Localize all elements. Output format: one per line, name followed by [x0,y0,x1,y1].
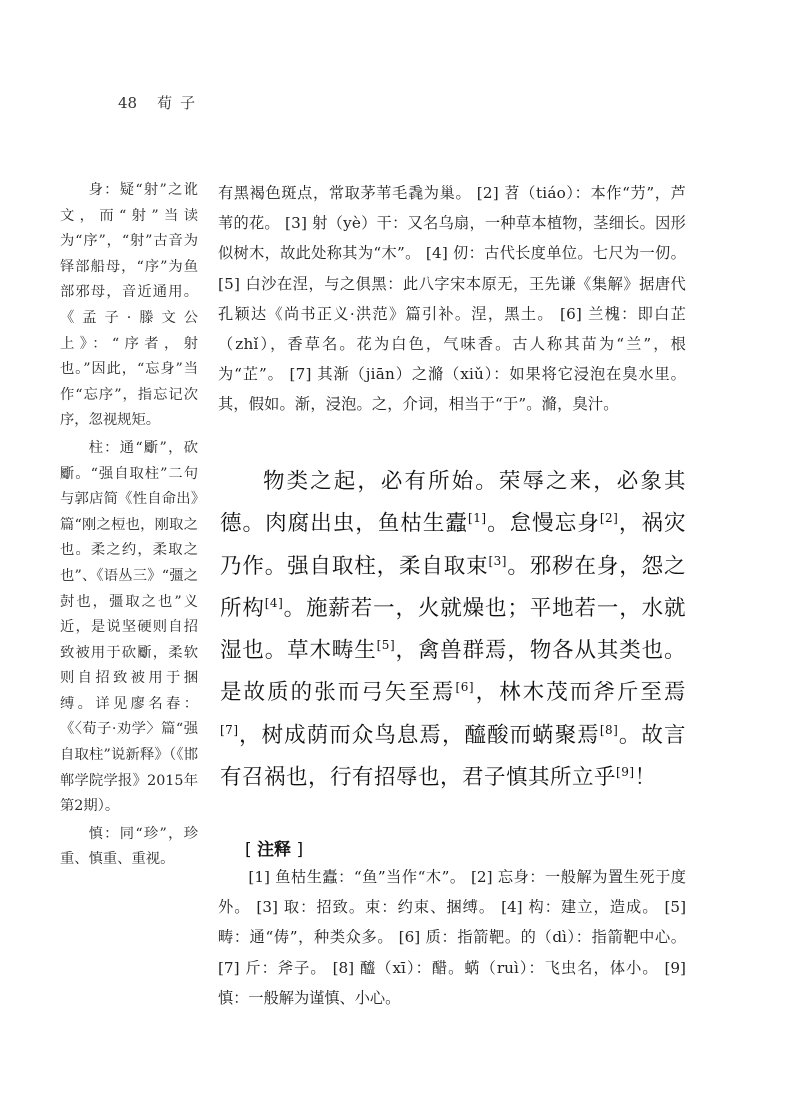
book-title: 荀子 [157,94,204,112]
passage-segment: ，树成荫而众鸟息焉，醯酸而蜹聚焉 [238,722,600,748]
passage-segment: ！ [634,765,657,791]
main-paragraph [220,461,686,799]
main-passage [220,461,686,799]
passage-segment: ，祸灾乃作。强自取柱，柔自取束 [220,511,686,579]
notes-heading-label: 注释 [257,840,292,860]
footnote-marker: [6] [455,680,475,695]
continued-notes-text: 有黑褐色斑点，常取茅苇毛毳为巢。 [2] 苕（tiáo）：本作“芀”，芦苇的花。 [3] 射（yè）干：又名乌扇，一种草本植物，茎细长。因形似树木，故此处称其为“木”。 [4] 仞：古代长度单位。七尺为一仞。 [5] 白沙在涅，与之俱黑：此八字宋本原无，王先谦《集解》据唐代孔颖达《尚书正义·洪范》篇引补。涅，黑土。 [6] 兰槐：即白芷（zhǐ），香草名。花为白色，气味香。古人称其苗为“兰”，根为“芷”。 [7] 其渐（jiān）之滫（xiǔ）：如果将它浸泡在臭水里。其，假如。渐，浸泡。之，介词，相当于“于”。滫，臭汁。 [218,184,686,414]
passage-segment: 物类之起，必有所始。荣辱之来，必象其德。肉腐出虫，鱼枯生蠹 [220,469,686,537]
close-bracket: ] [291,840,304,860]
sidebar-annotations [60,178,198,875]
passage-segment: 。施薪若一，火就燥也；平地若一，水就湿也。草木畴生 [220,595,686,664]
page-header [118,92,203,113]
notes-text: [1] 鱼枯生蠹：“鱼”当作“木”。 [2] 忘身：一般解为置生死于度外。 [3] 取：招致。束：约束、捆缚。 [4] 构：建立，造成。 [5] 畴：通“俦”，种类众多。 [6] 质：指箭靶。的（dì）：指箭靶中心。 [7] 斤：斧子。 [8] 醯（xī）：醋。蜹（ruì）：飞虫名，体小。 [9] 慎：一般解为谨慎、小心。 [218,868,686,1007]
footnote-marker: [3] [488,553,507,568]
passage-segment: 。怠慢忘身 [486,511,600,537]
footnote-marker: [1] [468,511,487,526]
continued-notes [218,178,686,420]
sidebar-note: 身：疑“射”之讹文，而“射”当读为“序”，“射”古音为铎部船母，“序”为鱼部邪母，音近通用。《孟子·滕文公上》：“序者，射也。”因此，“忘身”当作“忘序”，指忘记次序，忽视规矩。 [60,182,198,429]
footnote-marker: [9] [616,764,635,779]
footnote-marker: [7] [220,722,239,737]
passage-segment: ，林木茂而斧斤至焉 [474,680,686,706]
footnote-marker: [4] [264,595,284,610]
footnote-marker: [2] [599,511,619,526]
sidebar-note: 慎：同“珍”，珍重、慎重、重视。 [60,825,198,868]
passage-segment: 。邪秽在身，怨之所构 [220,553,686,621]
notes-heading [245,835,303,860]
footnote-marker: [8] [599,722,619,737]
passage-segment: ，禽兽群焉，物各从其类也。是故质的张而弓矢至焉 [220,638,686,706]
sidebar-note: 柱：通“斸”，砍斸。“强自取柱”二句与郭店简《性自命出》篇“刚之梪也，刚取之也。柔之约，柔取之也”、《语丛三》“彊之尌也，彊取之也”义近，是说坚硬则自招致被用于砍斸，柔软则自招致被用于捆缚。详见廖名春：《〈荀子·劝学〉篇“强自取柱”说新释》（《邯郸学院学报》2015年第2期）。 [60,439,198,815]
notes-section [218,862,686,1013]
passage-segment: 。故言有召祸也，行有招辱也，君子慎其所立乎 [220,722,686,791]
open-bracket: [ [245,840,258,860]
page-number: 48 [118,94,138,112]
footnote-marker: [5] [376,638,396,653]
